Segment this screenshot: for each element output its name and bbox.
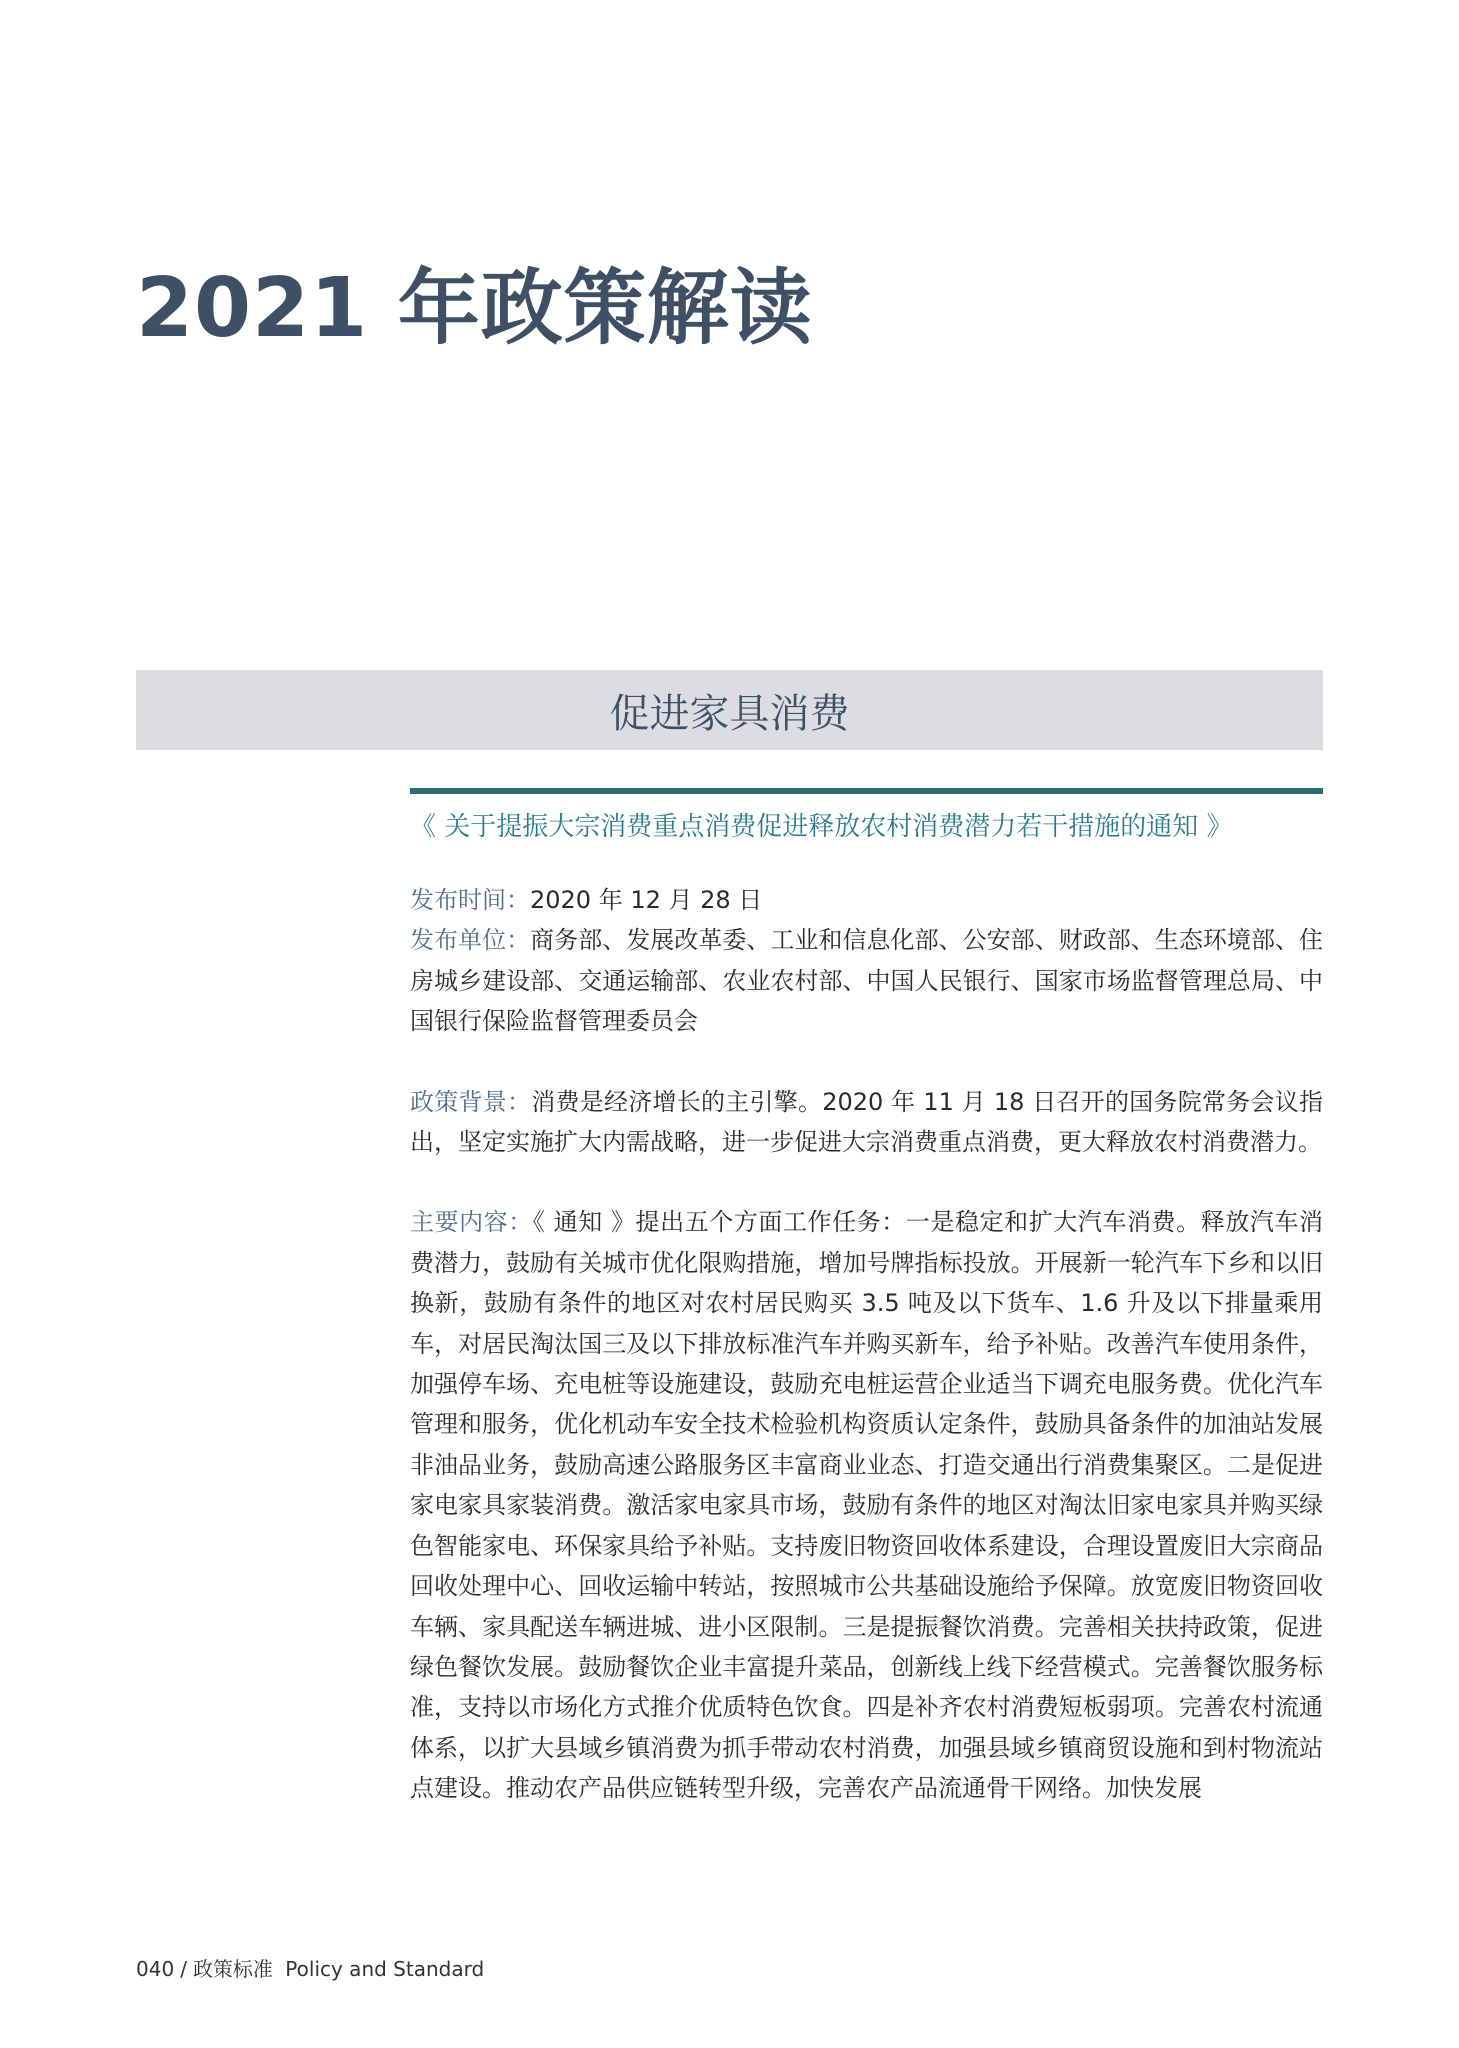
section-banner [136, 670, 1323, 750]
publish-time [410, 880, 1323, 920]
page-footer [136, 1953, 490, 1982]
publisher [410, 920, 1323, 1041]
notice-title: 《 关于提振大宗消费重点消费促进释放农村消费潜力若干措施的通知 》 [410, 812, 1233, 842]
publish-time-value: 2020 年 12 月 28 日 [530, 886, 763, 914]
section-title: 促进家具消费 [609, 690, 850, 737]
meta-block [410, 880, 1323, 1042]
main-content-value: 《 通知 》提出五个方面工作任务：一是稳定和扩大汽车消费。释放汽车消费潜力，鼓励有关城市优化限购措施，增加号牌指标投放。开展新一轮汽车下乡和以旧换新，鼓励有条件的地区对农村居民购买 3.5 吨及以下货车、1.6 升及以下排量乘用车，对居民淘汰国三及以下排放标准汽车并购买新车，给予补贴。改善汽车使用条件，加强停车场、充电桩等设施建设，鼓励充电桩运营企业适当下调充电服务费。优化汽车管理和服务，优化机动车安全技术检验机构资质认定条件，鼓励具备条件的加油站发展非油品业务，鼓励高速公路服务区丰富商业业态、打造交通出行消费集聚区。二是促进家电家具家装消费。激活家电家具市场，鼓励有条件的地区对淘汰旧家电家具并购买绿色智能家电、环保家具给予补贴。支持废旧物资回收体系建设，合理设置废旧大宗商品回收处理中心、回收运输中转站，按照城市公共基础设施给予保障。放宽废旧物资回收车辆、家具配送车辆进城、进小区限制。三是提振餐饮消费。完善相关扶持政策，促进绿色餐饮发展。鼓励餐饮企业丰富提升菜品，创新线上线下经营模式。完善餐饮服务标准，支持以市场化方式推介优质特色饮食。四是补齐农村消费短板弱项。完善农村流通体系，以扩大县域乡镇消费为抓手带动农村消费，加强县域乡镇商贸设施和到村物流站点建设。推动农产品供应链转型升级，完善农产品流通骨干网络。加快发展 [410, 1208, 1323, 1803]
footer-separator: / [180, 1957, 187, 1981]
policy-background [410, 1082, 1323, 1163]
policy-background-label: 政策背景： [410, 1087, 532, 1116]
page-title: 2021 年政策解读 [136, 261, 813, 356]
publisher-value: 商务部、发展改革委、工业和信息化部、公安部、财政部、生态环境部、住房城乡建设部、交通运输部、农业农村部、中国人民银行、国家市场监督管理总局、中国银行保险监督管理委员会 [410, 926, 1324, 1036]
main-content-label: 主要内容： [410, 1208, 533, 1237]
article-content [410, 788, 1323, 1809]
footer-section-en: Policy and Standard [285, 1957, 485, 1981]
policy-background-value: 消费是经济增长的主引擎。2020 年 11 月 18 日召开的国务院常务会议指出，坚定实施扩大内需战略，进一步促进大宗消费重点消费，更大释放农村消费潜力。 [410, 1087, 1323, 1157]
footer-section-cn: 政策标准 [192, 1957, 273, 1981]
publish-time-label: 发布时间： [410, 886, 530, 914]
main-content [410, 1202, 1323, 1808]
page-number: 040 [136, 1957, 175, 1981]
divider [410, 788, 1323, 794]
publisher-label: 发布单位： [410, 926, 531, 955]
